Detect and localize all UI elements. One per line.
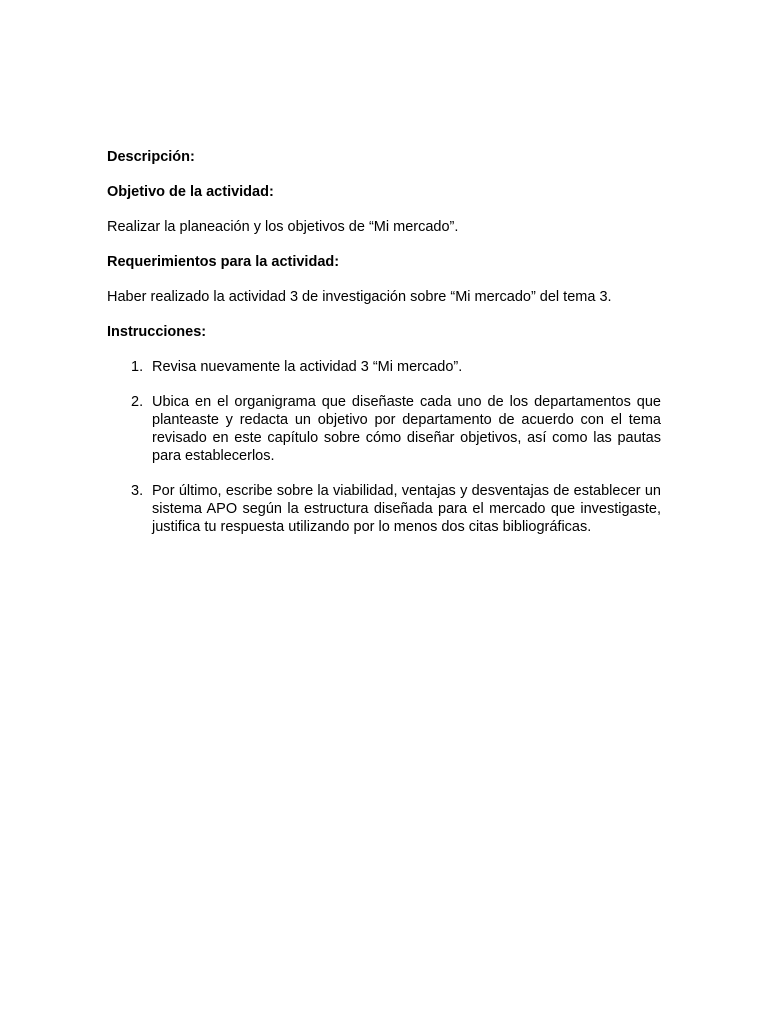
instrucciones-heading: Instrucciones: — [107, 324, 207, 340]
document-page — [107, 148, 661, 553]
list-item-text: Ubica en el organigrama que diseñaste cada uno de los departamentos que planteaste y redacta un objetivo por departamento de acuerdo con el tema revisado en este capítulo sobre cómo diseñar objetivos, así como las pautas para establecerlos. — [152, 394, 661, 464]
instrucciones-list — [107, 358, 661, 536]
requerimientos-text: Haber realizado la actividad 3 de investigación sobre “Mi mercado” del tema 3. — [107, 289, 612, 305]
list-item-number: 2. — [131, 394, 144, 410]
objetivo-text: Realizar la planeación y los objetivos de “Mi mercado”. — [107, 219, 459, 235]
list-item — [107, 482, 661, 536]
requerimientos-heading: Requerimientos para la actividad: — [107, 254, 340, 270]
list-item-text: Revisa nuevamente la actividad 3 “Mi mercado”. — [152, 359, 463, 375]
list-item-number: 3. — [131, 483, 144, 499]
objetivo-heading: Objetivo de la actividad: — [107, 184, 274, 200]
list-item-text: Por último, escribe sobre la viabilidad, ventajas y desventajas de establecer un sistema APO según la estructura diseñada para el mercado que investigaste, justifica tu respuesta utilizando por lo menos dos citas bibliográficas. — [152, 483, 661, 535]
list-item — [107, 358, 661, 376]
list-item — [107, 393, 661, 465]
list-item-number: 1. — [131, 359, 144, 375]
descripcion-heading: Descripción: — [107, 149, 195, 165]
